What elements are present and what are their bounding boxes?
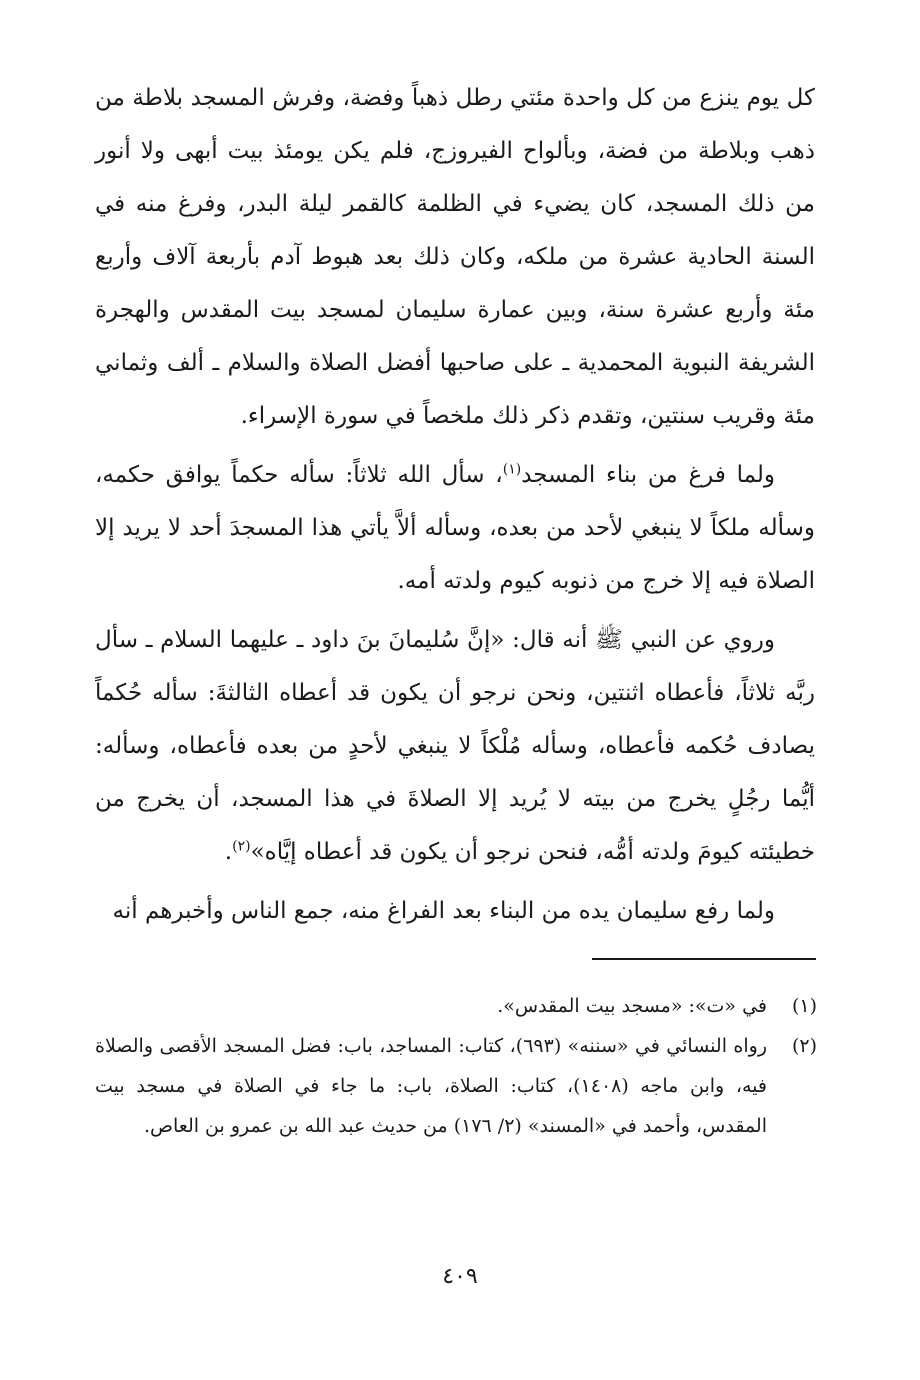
footnote-2-text: رواه النسائي في «سننه» (٦٩٣)، كتاب: المساجد، باب: فضل المسجد الأقصى والصلاة فيه، وابن ماجه (١٤٠٨)، كتاب: الصلاة، باب: ما جاء في الصلاة في مسجد بيت المقدس، وأحمد في «المسند» (٢/ ١٧٦) من حديث عبد الله بن عمرو بن العاص. [95, 1035, 768, 1137]
paragraph-4-text: ولما رفع سليمان يده من البناء بعد الفراغ منه، جمع الناس وأخبرهم أنه [112, 898, 775, 924]
paragraph-1 [95, 72, 815, 443]
footnotes [95, 986, 817, 1146]
paragraph-3-text-a: وروي عن النبي ﷺ أنه قال: «إنَّ سُليمانَ بنَ داود ـ عليهما السلام ـ سأل ربَّه ثلاثاً، فأعطاه اثنتين، ونحن نرجو أن يكون قد أعطاه الثالثةَ: سأله حُكماً يصادف حُكمه فأعطاه، وسأله مُلْكاً لا ينبغي لأحدٍ من بعده فأعطاه، وسأله: أيُّما رجُلٍ يخرج من بيته لا يُريد إلا الصلاةَ في هذا المسجد، أن يخرج من خطيئته كيومَ ولدته أمُّه، فنحن نرجو أن يكون قد أعطاه إيَّاه» [95, 627, 815, 865]
paragraph-3 [95, 614, 815, 879]
paragraph-2 [95, 449, 815, 608]
footnote-2-number: (٢) [791, 1035, 817, 1057]
paragraph-2-text-b: ، سأل الله ثلاثاً: سأله حكماً يوافق حكمه، وسأله ملكاً لا ينبغي لأحد من بعده، وسأله ألاَّ يأتي هذا المسجدَ أحد لا يريد إلا الصلاة فيه إلا خرج من ذنوبه كيوم ولدته أمه. [95, 462, 815, 594]
footnote-marker-2: (٢) [232, 838, 251, 855]
footnote-separator [592, 958, 816, 960]
paragraph-2-text-a: ولما فرغ من بناء المسجد [521, 462, 775, 488]
paragraph-1-text: كل يوم ينزع من كل واحدة مئتي رطل ذهباً وفضة، وفرش المسجد بلاطة من ذهب وبلاطة من فضة، وبألواح الفيروزج، فلم يكن يومئذ بيت أبهى ولا أنور من ذلك المسجد، كان يضيء في الظلمة كالقمر ليلة البدر، وفرغ منه في السنة الحادية عشرة من ملكه، وكان ذلك بعد هبوط آدم بأربعة آلاف وأربع مئة وأربع عشرة سنة، وبين عمارة سليمان لمسجد بيت المقدس والهجرة الشريفة النبوية المحمدية ـ على صاحبها أفضل الصلاة والسلام ـ ألف وثماني مئة وقريب سنتين، وتقدم ذكر ذلك ملخصاً في سورة الإسراء. [95, 85, 815, 429]
footnote-1-number: (١) [791, 995, 817, 1017]
paragraph-4 [95, 885, 815, 938]
footnote-2 [95, 1026, 817, 1146]
paragraph-3-text-b: . [224, 839, 233, 865]
footnote-marker-1: (١) [502, 461, 522, 478]
footnote-1 [95, 986, 817, 1026]
page-number: ٤٠٩ [442, 1264, 478, 1289]
main-text [95, 72, 815, 944]
footnote-1-text: في «ت»: «مسجد بيت المقدس». [497, 995, 767, 1017]
